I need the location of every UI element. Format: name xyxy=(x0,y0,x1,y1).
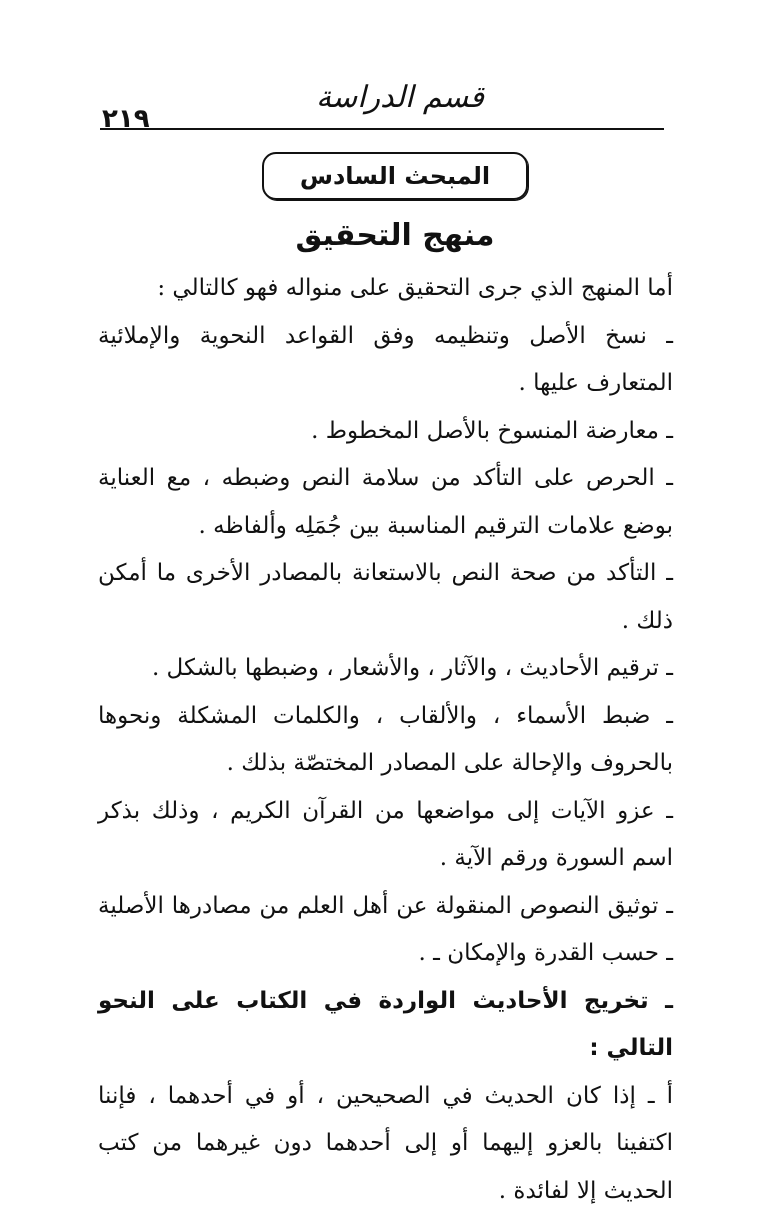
section-label: المبحث السادس xyxy=(300,162,490,190)
paragraph-intro: أما المنهج الذي جرى التحقيق على منواله فهو كالتالي : xyxy=(98,265,673,313)
paragraph-item: أ ـ إذا كان الحديث في الصحيحين ، أو في أحدهما ، فإننا اكتفينا بالعزو إليهما أو إلى أحدهما دون غيرهما من كتب الحديث إلا لفائدة . xyxy=(98,1073,673,1215)
running-title: قسم الدراسة xyxy=(310,80,490,115)
section-label-box xyxy=(262,152,528,200)
paragraph-item: ـ ترقيم الأحاديث ، والآثار ، والأشعار ، وضبطها بالشكل . xyxy=(98,645,673,693)
header-rule xyxy=(100,128,664,130)
page-number: ٢١٩ xyxy=(102,104,150,134)
paragraph-heading: ـ تخريج الأحاديث الواردة في الكتاب على النحو التالي : xyxy=(98,978,673,1073)
paragraph-item: ـ عزو الآيات إلى مواضعها من القرآن الكريم ، وذلك بذكر اسم السورة ورقم الآية . xyxy=(98,788,673,883)
paragraph-item: ـ التأكد من صحة النص بالاستعانة بالمصادر الأخرى ما أمكن ذلك . xyxy=(98,550,673,645)
paragraph-item: ـ نسخ الأصل وتنظيمه وفق القواعد النحوية والإملائية المتعارف عليها . xyxy=(98,313,673,408)
section-subtitle: منهج التحقيق xyxy=(250,218,540,253)
paragraph-item: ـ ضبط الأسماء ، والألقاب ، والكلمات المشكلة ونحوها بالحروف والإحالة على المصادر المختصّة بذلك . xyxy=(98,693,673,788)
paragraph-item: ـ توثيق النصوص المنقولة عن أهل العلم من مصادرها الأصلية ـ حسب القدرة والإمكان ـ . xyxy=(98,883,673,978)
paragraph-item: ـ الحرص على التأكد من سلامة النص وضبطه ، مع العناية بوضع علامات الترقيم المناسبة بين جُمَلِه وألفاظه . xyxy=(98,455,673,550)
body-text xyxy=(98,265,673,1215)
paragraph-item: ـ معارضة المنسوخ بالأصل المخطوط . xyxy=(98,408,673,456)
